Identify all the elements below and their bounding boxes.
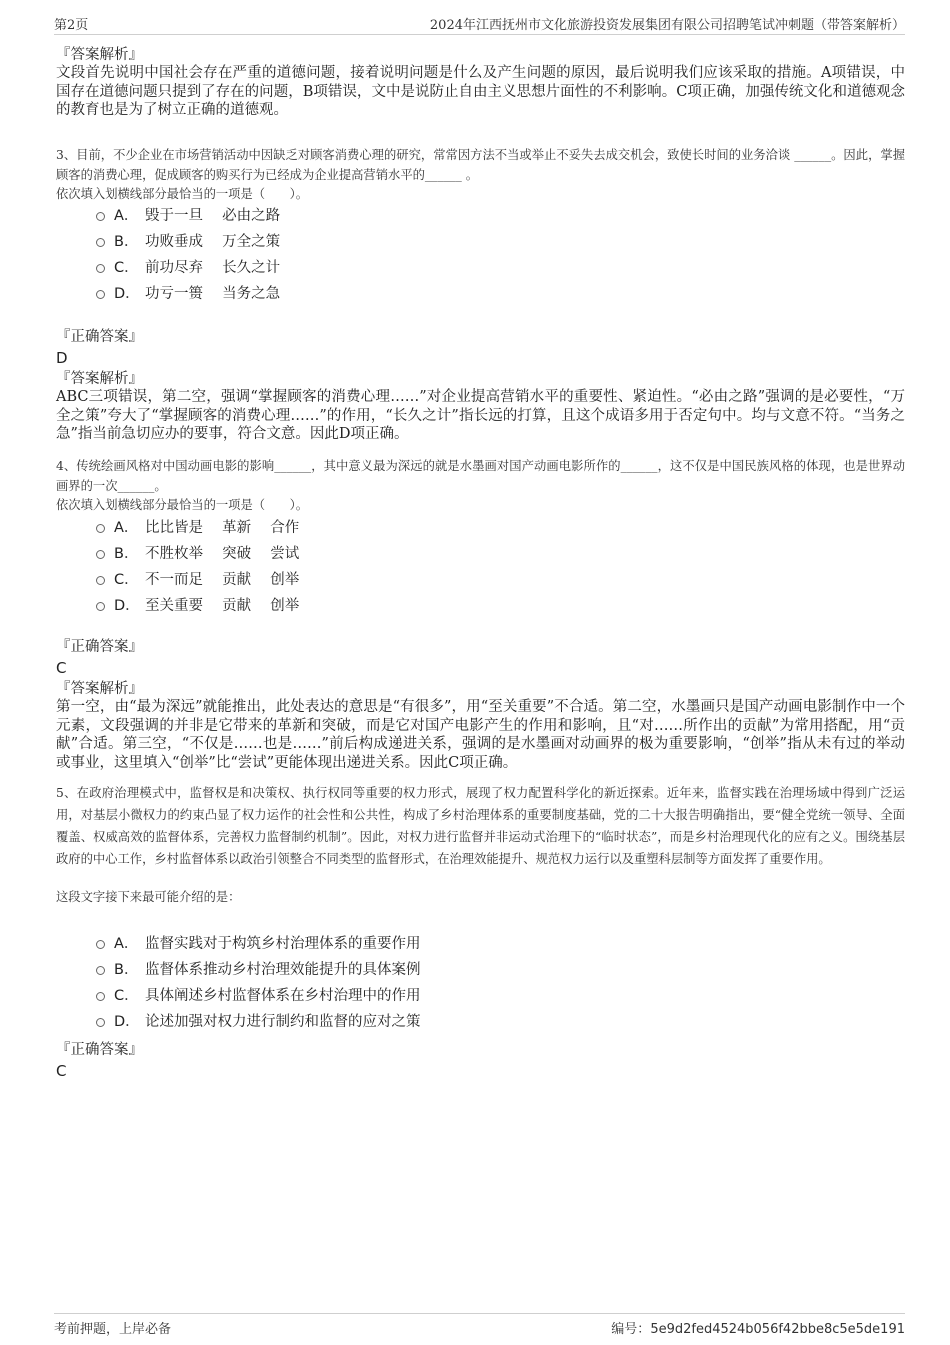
page-header <box>54 14 905 35</box>
radio-button[interactable] <box>96 1018 105 1027</box>
radio-button[interactable] <box>96 212 105 221</box>
option-d[interactable]: D． 至关重要 贡献 创举 <box>96 593 299 619</box>
explanation-label: 『答案解析』 <box>56 371 143 387</box>
page-footer <box>54 1313 905 1336</box>
explanation-text: ABC三项错误，第二空，强调“掌握顾客的消费心理……”对企业提高营销水平的重要性、紧迫性。“必由之路”强调的是必要性，“万全之策”夸大了“掌握顾客的消费心理……”的作用，“长久之计”指长远的打算，且这个成语多用于否定句中。均与文意不符。“当务之急”指当前急切应办的要事，符合文意。因此D项正确。 <box>56 389 905 443</box>
radio-button[interactable] <box>96 576 105 585</box>
answer-label: 『正确答案』 <box>56 639 143 655</box>
question-5-options <box>96 931 421 1035</box>
option-b[interactable]: B． 不胜枚举 突破 尝试 <box>96 541 299 567</box>
question-4 <box>56 456 905 514</box>
radio-button[interactable] <box>96 992 105 1001</box>
footer-slogan: 考前押题，上岸必备 <box>54 1322 172 1337</box>
option-d[interactable]: D． 论述加强对权力进行制约和监督的应对之策 <box>96 1009 421 1035</box>
question-prompt: 依次填入划横线部分最恰当的一项是（ ）。 <box>56 187 309 201</box>
explanation-label: 『答案解析』 <box>56 47 143 63</box>
question-5 <box>56 782 905 906</box>
correct-answer: C <box>56 659 67 677</box>
answer-label: 『正确答案』 <box>56 1042 143 1058</box>
question-3-options <box>96 203 280 307</box>
correct-answer: D <box>56 349 68 367</box>
question-4-answer <box>56 639 905 773</box>
code-label: 编号： <box>611 1322 651 1337</box>
question-prompt: 这段文字接下来最可能介绍的是： <box>56 890 241 904</box>
option-c[interactable]: C． 具体阐述乡村监督体系在乡村治理中的作用 <box>96 983 421 1009</box>
option-c[interactable]: C． 不一而足 贡献 创举 <box>96 567 299 593</box>
explanation-text: 文段首先说明中国社会存在严重的道德问题，接着说明问题是什么及产生问题的原因，最后说明我们应该采取的措施。A项错误，中国存在道德问题只提到了存在的问题，B项错误，文中是说防止自由主义思想片面性的不利影响。C项正确，加强传统文化和道德观念的教育也是为了树立正确的道德观。 <box>56 65 905 119</box>
option-a[interactable]: A． 监督实践对于构筑乡村治理体系的重要作用 <box>96 931 421 957</box>
question-3 <box>56 145 905 203</box>
option-a[interactable]: A． 比比皆是 革新 合作 <box>96 515 299 541</box>
radio-button[interactable] <box>96 264 105 273</box>
code-value: 5e9d2fed4524b056f42bbe8c5e5de191 <box>650 1322 905 1337</box>
option-b[interactable]: B． 监督体系推动乡村治理效能提升的具体案例 <box>96 957 421 983</box>
explanation-text: 第一空，由“最为深远”就能推出，此处表达的意思是“有很多”，用“至关重要”不合适。第二空，水墨画只是国产动画电影制作中一个元素，文段强调的并非是它带来的革新和突破，而是它对国产电影产生的作用和影响，且“对……所作出的贡献”为常用搭配，用“贡献”合适。第三空，“不仅是……也是……”前后构成递进关系，强调的是水墨画对动画界的极为重要影响，“创举”指从未有过的举动或事业，这里填入“创举”比“尝试”更能体现出递进关系。因此C项正确。 <box>56 699 905 772</box>
prev-explanation-block <box>56 47 905 120</box>
option-a[interactable]: A． 毁于一旦 必由之路 <box>96 203 280 229</box>
question-text: 3、目前，不少企业在市场营销活动中因缺乏对顾客消费心理的研究，常常因方法不当或举止不妥失去成交机会，致使长时间的业务洽谈 ______。因此，掌握顾客的消费心理，促成顾客的购买行为已经成为企业提高营销水平的______ 。 <box>56 148 905 182</box>
page-number: 第2页 <box>54 18 89 33</box>
radio-button[interactable] <box>96 524 105 533</box>
radio-button[interactable] <box>96 290 105 299</box>
question-3-answer <box>56 329 905 444</box>
question-5-answer <box>56 1042 905 1081</box>
question-text: 5、在政府治理模式中，监督权是和决策权、执行权同等重要的权力形式，展现了权力配置科学化的新近探索。近年来，监督实践在治理场域中得到广泛运用，对基层小微权力的约束凸显了权力运作的社会性和公共性，构成了乡村治理体系的重要制度基础，党的二十大报告明确指出，要“健全党统一领导、全面覆盖、权威高效的监督体系，完善权力监督制约机制”。因此，对权力进行监督并非运动式治理下的“临时状态”，而是乡村治理现代化的应有之义。围绕基层政府的中心工作，乡村监督体系以政治引领整合不同类型的监督形式，在治理效能提升、规范权力运行以及重塑科层制等方面发挥了重要作用。 <box>56 786 905 866</box>
question-prompt: 依次填入划横线部分最恰当的一项是（ ）。 <box>56 498 309 512</box>
option-b[interactable]: B． 功败垂成 万全之策 <box>96 229 280 255</box>
explanation-label: 『答案解析』 <box>56 681 143 697</box>
radio-button[interactable] <box>96 966 105 975</box>
document-title: 2024年江西抚州市文化旅游投资发展集团有限公司招聘笔试冲刺题（带答案解析） <box>429 18 905 33</box>
option-d[interactable]: D． 功亏一篑 当务之急 <box>96 281 280 307</box>
option-c[interactable]: C． 前功尽弃 长久之计 <box>96 255 280 281</box>
radio-button[interactable] <box>96 602 105 611</box>
question-4-options <box>96 515 299 619</box>
question-text: 4、传统绘画风格对中国动画电影的影响______，其中意义最为深远的就是水墨画对国产动画电影所作的______，这不仅是中国民族风格的体现，也是世界动画界的一次______。 <box>56 459 905 493</box>
radio-button[interactable] <box>96 238 105 247</box>
radio-button[interactable] <box>96 940 105 949</box>
radio-button[interactable] <box>96 550 105 559</box>
correct-answer: C <box>56 1062 67 1080</box>
document-code <box>611 1318 905 1337</box>
answer-label: 『正确答案』 <box>56 329 143 345</box>
